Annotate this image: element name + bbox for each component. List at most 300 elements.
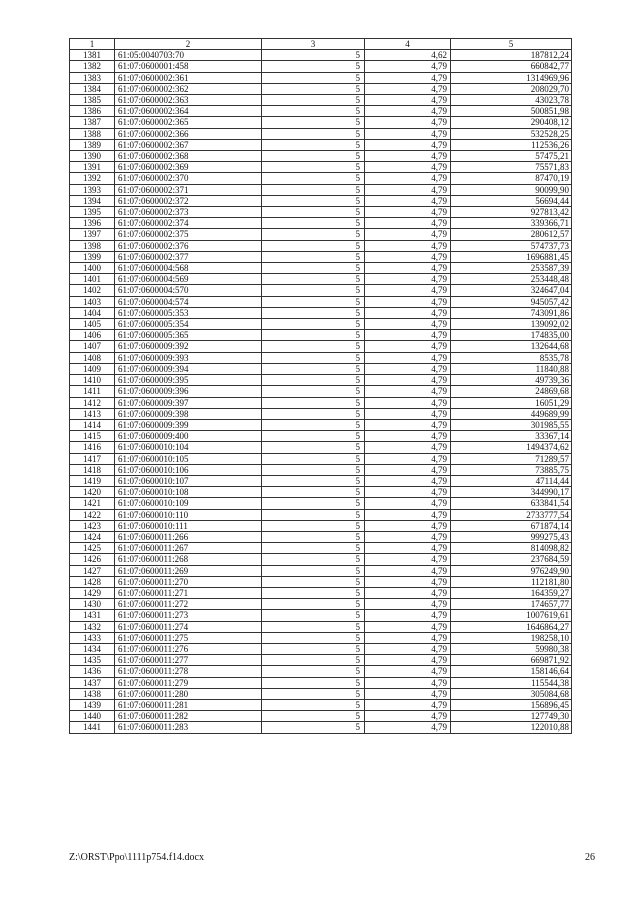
value-cell: 660842,77 — [451, 61, 572, 72]
rate-cell: 4,79 — [365, 263, 451, 274]
group-cell: 5 — [262, 139, 365, 150]
cadastral-number-cell: 61:07:0600011:273 — [115, 610, 262, 621]
rate-cell: 4,79 — [365, 419, 451, 430]
value-cell: 56694,44 — [451, 195, 572, 206]
table-row — [70, 655, 572, 666]
table-row — [70, 531, 572, 542]
value-cell: 1494374,62 — [451, 442, 572, 453]
group-cell: 5 — [262, 655, 365, 666]
group-cell: 5 — [262, 587, 365, 598]
rate-cell: 4,79 — [365, 352, 451, 363]
table-row — [70, 207, 572, 218]
row-number-cell: 1424 — [70, 531, 115, 542]
table-row — [70, 61, 572, 72]
cadastral-number-cell: 61:07:0600002:369 — [115, 162, 262, 173]
cadastral-number-cell: 61:05:0040703:70 — [115, 50, 262, 61]
row-number-cell: 1398 — [70, 240, 115, 251]
cadastral-number-cell: 61:07:0600011:280 — [115, 688, 262, 699]
table-row — [70, 621, 572, 632]
row-number-cell: 1417 — [70, 453, 115, 464]
cadastral-number-cell: 61:07:0600004:569 — [115, 274, 262, 285]
value-cell: 11840,88 — [451, 363, 572, 374]
row-number-cell: 1430 — [70, 599, 115, 610]
row-number-cell: 1391 — [70, 162, 115, 173]
rate-cell: 4,79 — [365, 453, 451, 464]
row-number-cell: 1407 — [70, 341, 115, 352]
value-cell: 59980,38 — [451, 643, 572, 654]
value-cell: 47114,44 — [451, 475, 572, 486]
cadastral-number-cell: 61:07:0600011:269 — [115, 565, 262, 576]
table-row — [70, 711, 572, 722]
value-cell: 339366,71 — [451, 218, 572, 229]
row-number-cell: 1411 — [70, 386, 115, 397]
row-number-cell: 1385 — [70, 95, 115, 106]
row-number-cell: 1405 — [70, 319, 115, 330]
group-cell: 5 — [262, 285, 365, 296]
row-number-cell: 1384 — [70, 83, 115, 94]
value-cell: 976249,90 — [451, 565, 572, 576]
group-cell: 5 — [262, 173, 365, 184]
cadastral-number-cell: 61:07:0600004:568 — [115, 263, 262, 274]
value-cell: 574737,73 — [451, 240, 572, 251]
cadastral-number-cell: 61:07:0600002:374 — [115, 218, 262, 229]
cadastral-number-cell: 61:07:0600001:458 — [115, 61, 262, 72]
rate-cell: 4,79 — [365, 173, 451, 184]
rate-cell: 4,79 — [365, 363, 451, 374]
rate-cell: 4,79 — [365, 576, 451, 587]
rate-cell: 4,79 — [365, 554, 451, 565]
cadastral-number-cell: 61:07:0600002:373 — [115, 207, 262, 218]
table-row — [70, 464, 572, 475]
table-row — [70, 677, 572, 688]
value-cell: 132644,68 — [451, 341, 572, 352]
value-cell: 1007619,61 — [451, 610, 572, 621]
value-cell: 633841,54 — [451, 498, 572, 509]
group-cell: 5 — [262, 576, 365, 587]
group-cell: 5 — [262, 397, 365, 408]
rate-cell: 4,79 — [365, 666, 451, 677]
table-row — [70, 218, 572, 229]
value-cell: 33367,14 — [451, 431, 572, 442]
row-number-cell: 1396 — [70, 218, 115, 229]
table-row — [70, 363, 572, 374]
cadastral-number-cell: 61:07:0600002:376 — [115, 240, 262, 251]
rate-cell: 4,79 — [365, 643, 451, 654]
cadastral-number-cell: 61:07:0600011:274 — [115, 621, 262, 632]
rate-cell: 4,79 — [365, 520, 451, 531]
table-body — [70, 50, 572, 733]
row-number-cell: 1439 — [70, 699, 115, 710]
cadastral-number-cell: 61:07:0600002:368 — [115, 151, 262, 162]
cadastral-number-cell: 61:07:0600002:377 — [115, 251, 262, 262]
value-cell: 290408,12 — [451, 117, 572, 128]
cadastral-number-cell: 61:07:0600009:392 — [115, 341, 262, 352]
rate-cell: 4,79 — [365, 240, 451, 251]
value-cell: 743091,86 — [451, 307, 572, 318]
rate-cell: 4,79 — [365, 386, 451, 397]
table-row — [70, 520, 572, 531]
group-cell: 5 — [262, 240, 365, 251]
value-cell: 187812,24 — [451, 50, 572, 61]
value-cell: 16051,29 — [451, 397, 572, 408]
rate-cell: 4,79 — [365, 285, 451, 296]
rate-cell: 4,79 — [365, 621, 451, 632]
row-number-cell: 1434 — [70, 643, 115, 654]
table-row — [70, 285, 572, 296]
value-cell: 24869,68 — [451, 386, 572, 397]
cadastral-number-cell: 61:07:0600009:398 — [115, 408, 262, 419]
rate-cell: 4,79 — [365, 139, 451, 150]
row-number-cell: 1382 — [70, 61, 115, 72]
table-row — [70, 307, 572, 318]
row-number-cell: 1392 — [70, 173, 115, 184]
group-cell: 5 — [262, 520, 365, 531]
cadastral-number-cell: 61:07:0600010:111 — [115, 520, 262, 531]
table-row — [70, 83, 572, 94]
value-cell: 73885,75 — [451, 464, 572, 475]
row-number-cell: 1441 — [70, 722, 115, 733]
rate-cell: 4,79 — [365, 162, 451, 173]
cadastral-number-cell: 61:07:0600011:266 — [115, 531, 262, 542]
value-cell: 814098,82 — [451, 543, 572, 554]
table-row — [70, 475, 572, 486]
group-cell: 5 — [262, 453, 365, 464]
group-cell: 5 — [262, 330, 365, 341]
table-row — [70, 128, 572, 139]
group-cell: 5 — [262, 319, 365, 330]
group-cell: 5 — [262, 95, 365, 106]
table-row — [70, 509, 572, 520]
cadastral-number-cell: 61:07:0600002:367 — [115, 139, 262, 150]
table-row — [70, 587, 572, 598]
value-cell: 122010,88 — [451, 722, 572, 733]
page-number: 26 — [585, 852, 595, 863]
row-number-cell: 1397 — [70, 229, 115, 240]
value-cell: 1696881,45 — [451, 251, 572, 262]
row-number-cell: 1390 — [70, 151, 115, 162]
value-cell: 945057,42 — [451, 296, 572, 307]
cadastral-number-cell: 61:07:0600011:278 — [115, 666, 262, 677]
cadastral-number-cell: 61:07:0600011:271 — [115, 587, 262, 598]
rate-cell: 4,79 — [365, 184, 451, 195]
value-cell: 158146,64 — [451, 666, 572, 677]
table-row — [70, 184, 572, 195]
rate-cell: 4,79 — [365, 229, 451, 240]
value-cell: 127749,30 — [451, 711, 572, 722]
group-cell: 5 — [262, 643, 365, 654]
table-row — [70, 643, 572, 654]
row-number-cell: 1389 — [70, 139, 115, 150]
table-row — [70, 106, 572, 117]
column-header-2: 2 — [115, 39, 262, 50]
cadastral-number-cell: 61:07:0600009:395 — [115, 375, 262, 386]
row-number-cell: 1402 — [70, 285, 115, 296]
cadastral-number-cell: 61:07:0600009:396 — [115, 386, 262, 397]
rate-cell: 4,79 — [365, 610, 451, 621]
group-cell: 5 — [262, 296, 365, 307]
rate-cell: 4,79 — [365, 151, 451, 162]
rate-cell: 4,79 — [365, 722, 451, 733]
row-number-cell: 1436 — [70, 666, 115, 677]
cadastral-number-cell: 61:07:0600011:281 — [115, 699, 262, 710]
value-cell: 449689,99 — [451, 408, 572, 419]
row-number-cell: 1428 — [70, 576, 115, 587]
cadastral-number-cell: 61:07:0600010:104 — [115, 442, 262, 453]
value-cell: 112181,80 — [451, 576, 572, 587]
rate-cell: 4,79 — [365, 599, 451, 610]
table-row — [70, 386, 572, 397]
group-cell: 5 — [262, 487, 365, 498]
table-row — [70, 487, 572, 498]
row-number-cell: 1394 — [70, 195, 115, 206]
group-cell: 5 — [262, 162, 365, 173]
table-row — [70, 229, 572, 240]
value-cell: 324647,04 — [451, 285, 572, 296]
rate-cell: 4,79 — [365, 408, 451, 419]
table-row — [70, 274, 572, 285]
row-number-cell: 1386 — [70, 106, 115, 117]
value-cell: 156896,45 — [451, 699, 572, 710]
row-number-cell: 1387 — [70, 117, 115, 128]
rate-cell: 4,79 — [365, 207, 451, 218]
table-row — [70, 95, 572, 106]
table-row — [70, 50, 572, 61]
value-cell: 75571,83 — [451, 162, 572, 173]
value-cell: 344990,17 — [451, 487, 572, 498]
table-row — [70, 442, 572, 453]
group-cell: 5 — [262, 666, 365, 677]
value-cell: 280612,57 — [451, 229, 572, 240]
value-cell: 532528,25 — [451, 128, 572, 139]
value-cell: 115544,38 — [451, 677, 572, 688]
cadastral-number-cell: 61:07:0600009:394 — [115, 363, 262, 374]
row-number-cell: 1418 — [70, 464, 115, 475]
cadastral-number-cell: 61:07:0600002:363 — [115, 95, 262, 106]
group-cell: 5 — [262, 621, 365, 632]
row-number-cell: 1433 — [70, 632, 115, 643]
rate-cell: 4,79 — [365, 330, 451, 341]
table-row — [70, 375, 572, 386]
row-number-cell: 1425 — [70, 543, 115, 554]
table-row — [70, 162, 572, 173]
value-cell: 90099,90 — [451, 184, 572, 195]
group-cell: 5 — [262, 151, 365, 162]
rate-cell: 4,79 — [365, 296, 451, 307]
group-cell: 5 — [262, 117, 365, 128]
cadastral-number-cell: 61:07:0600011:283 — [115, 722, 262, 733]
group-cell: 5 — [262, 475, 365, 486]
table-row — [70, 565, 572, 576]
table-row — [70, 251, 572, 262]
row-number-cell: 1435 — [70, 655, 115, 666]
cadastral-number-cell: 61:07:0600010:106 — [115, 464, 262, 475]
row-number-cell: 1413 — [70, 408, 115, 419]
group-cell: 5 — [262, 251, 365, 262]
table-row — [70, 599, 572, 610]
rate-cell: 4,79 — [365, 307, 451, 318]
cadastral-number-cell: 61:07:0600011:276 — [115, 643, 262, 654]
cadastral-number-cell: 61:07:0600010:110 — [115, 509, 262, 520]
row-number-cell: 1414 — [70, 419, 115, 430]
table-row — [70, 319, 572, 330]
group-cell: 5 — [262, 128, 365, 139]
row-number-cell: 1401 — [70, 274, 115, 285]
rate-cell: 4,79 — [365, 83, 451, 94]
row-number-cell: 1419 — [70, 475, 115, 486]
row-number-cell: 1423 — [70, 520, 115, 531]
row-number-cell: 1427 — [70, 565, 115, 576]
cadastral-number-cell: 61:07:0600002:362 — [115, 83, 262, 94]
group-cell: 5 — [262, 263, 365, 274]
rate-cell: 4,79 — [365, 531, 451, 542]
group-cell: 5 — [262, 363, 365, 374]
group-cell: 5 — [262, 419, 365, 430]
row-number-cell: 1409 — [70, 363, 115, 374]
column-header-3: 3 — [262, 39, 365, 50]
data-table — [69, 38, 572, 734]
group-cell: 5 — [262, 599, 365, 610]
table-row — [70, 240, 572, 251]
row-number-cell: 1408 — [70, 352, 115, 363]
cadastral-number-cell: 61:07:0600010:107 — [115, 475, 262, 486]
rate-cell: 4,62 — [365, 50, 451, 61]
row-number-cell: 1440 — [70, 711, 115, 722]
group-cell: 5 — [262, 106, 365, 117]
rate-cell: 4,79 — [365, 319, 451, 330]
cadastral-number-cell: 61:07:0600002:361 — [115, 72, 262, 83]
group-cell: 5 — [262, 195, 365, 206]
cadastral-number-cell: 61:07:0600009:400 — [115, 431, 262, 442]
group-cell: 5 — [262, 352, 365, 363]
value-cell: 927813,42 — [451, 207, 572, 218]
rate-cell: 4,79 — [365, 117, 451, 128]
cadastral-number-cell: 61:07:0600009:399 — [115, 419, 262, 430]
value-cell: 87470,19 — [451, 173, 572, 184]
table-row — [70, 419, 572, 430]
cadastral-number-cell: 61:07:0600011:282 — [115, 711, 262, 722]
cadastral-number-cell: 61:07:0600009:393 — [115, 352, 262, 363]
group-cell: 5 — [262, 61, 365, 72]
cadastral-number-cell: 61:07:0600010:109 — [115, 498, 262, 509]
group-cell: 5 — [262, 531, 365, 542]
rate-cell: 4,79 — [365, 375, 451, 386]
rate-cell: 4,79 — [365, 95, 451, 106]
group-cell: 5 — [262, 677, 365, 688]
rate-cell: 4,79 — [365, 565, 451, 576]
value-cell: 208029,70 — [451, 83, 572, 94]
rate-cell: 4,79 — [365, 498, 451, 509]
table-row — [70, 341, 572, 352]
value-cell: 8535,78 — [451, 352, 572, 363]
rate-cell: 4,79 — [365, 711, 451, 722]
value-cell: 1646864,27 — [451, 621, 572, 632]
cadastral-number-cell: 61:07:0600004:574 — [115, 296, 262, 307]
table-row — [70, 296, 572, 307]
cadastral-number-cell: 61:07:0600005:353 — [115, 307, 262, 318]
cadastral-number-cell: 61:07:0600002:375 — [115, 229, 262, 240]
rate-cell: 4,79 — [365, 442, 451, 453]
group-cell: 5 — [262, 498, 365, 509]
group-cell: 5 — [262, 632, 365, 643]
table-row — [70, 151, 572, 162]
group-cell: 5 — [262, 431, 365, 442]
value-cell: 237684,59 — [451, 554, 572, 565]
column-header-4: 4 — [365, 39, 451, 50]
group-cell: 5 — [262, 442, 365, 453]
cadastral-number-cell: 61:07:0600010:108 — [115, 487, 262, 498]
table-row — [70, 543, 572, 554]
cadastral-number-cell: 61:07:0600011:270 — [115, 576, 262, 587]
table-row — [70, 195, 572, 206]
row-number-cell: 1432 — [70, 621, 115, 632]
row-number-cell: 1437 — [70, 677, 115, 688]
cadastral-number-cell: 61:07:0600005:354 — [115, 319, 262, 330]
group-cell: 5 — [262, 688, 365, 699]
rate-cell: 4,79 — [365, 251, 451, 262]
rate-cell: 4,79 — [365, 677, 451, 688]
group-cell: 5 — [262, 565, 365, 576]
value-cell: 43023,78 — [451, 95, 572, 106]
group-cell: 5 — [262, 229, 365, 240]
value-cell: 198258,10 — [451, 632, 572, 643]
group-cell: 5 — [262, 711, 365, 722]
value-cell: 500851,98 — [451, 106, 572, 117]
value-cell: 999275,43 — [451, 531, 572, 542]
rate-cell: 4,79 — [365, 509, 451, 520]
cadastral-number-cell: 61:07:0600002:370 — [115, 173, 262, 184]
group-cell: 5 — [262, 375, 365, 386]
row-number-cell: 1416 — [70, 442, 115, 453]
group-cell: 5 — [262, 207, 365, 218]
row-number-cell: 1404 — [70, 307, 115, 318]
value-cell: 1314969,96 — [451, 72, 572, 83]
cadastral-number-cell: 61:07:0600011:267 — [115, 543, 262, 554]
value-cell: 174657,77 — [451, 599, 572, 610]
table-row — [70, 397, 572, 408]
value-cell: 139092,02 — [451, 319, 572, 330]
table-row — [70, 453, 572, 464]
value-cell: 253448,48 — [451, 274, 572, 285]
rate-cell: 4,79 — [365, 543, 451, 554]
cadastral-number-cell: 61:07:0600002:364 — [115, 106, 262, 117]
table-row — [70, 554, 572, 565]
cadastral-number-cell: 61:07:0600011:277 — [115, 655, 262, 666]
row-number-cell: 1388 — [70, 128, 115, 139]
rate-cell: 4,79 — [365, 632, 451, 643]
value-cell: 305084,68 — [451, 688, 572, 699]
table-row — [70, 666, 572, 677]
value-cell: 671874,14 — [451, 520, 572, 531]
row-number-cell: 1438 — [70, 688, 115, 699]
rate-cell: 4,79 — [365, 274, 451, 285]
rate-cell: 4,79 — [365, 688, 451, 699]
row-number-cell: 1426 — [70, 554, 115, 565]
value-cell: 112536,26 — [451, 139, 572, 150]
cadastral-number-cell: 61:07:0600011:275 — [115, 632, 262, 643]
rate-cell: 4,79 — [365, 195, 451, 206]
table-row — [70, 173, 572, 184]
cadastral-number-cell: 61:07:0600010:105 — [115, 453, 262, 464]
row-number-cell: 1399 — [70, 251, 115, 262]
group-cell: 5 — [262, 274, 365, 285]
group-cell: 5 — [262, 543, 365, 554]
rate-cell: 4,79 — [365, 655, 451, 666]
rate-cell: 4,79 — [365, 397, 451, 408]
cadastral-number-cell: 61:07:0600005:365 — [115, 330, 262, 341]
rate-cell: 4,79 — [365, 61, 451, 72]
group-cell: 5 — [262, 83, 365, 94]
group-cell: 5 — [262, 722, 365, 733]
